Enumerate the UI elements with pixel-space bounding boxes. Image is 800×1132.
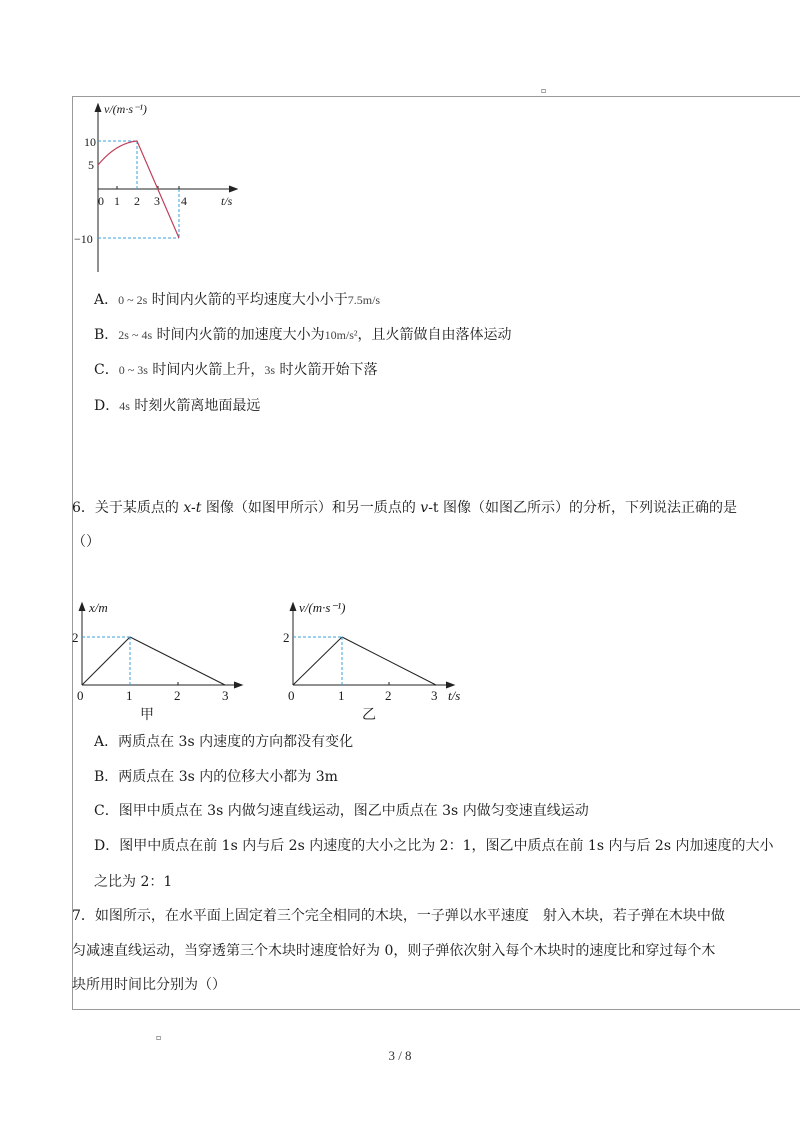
q5-y-tick-neg10: −10	[74, 232, 93, 246]
fig-left-line-rise	[82, 637, 130, 685]
q5-x-tick-4: 4	[181, 194, 187, 208]
q5-x-tick-1: 1	[114, 194, 120, 208]
q6-option-d: D．图甲中质点在前 1s 内与后 2s 内速度的大小之比为 2：1，图乙中质点在前 1s 内与后 2s 内加速度的大小	[94, 838, 774, 854]
fig-left-line-fall	[130, 637, 225, 685]
q5-option-d: D．4s 时刻火箭离地面最远	[94, 398, 261, 414]
q5-x-tick-0: 0	[98, 194, 104, 208]
q5-x-tick-3: 3	[154, 194, 160, 208]
corner-mark-bottom: ▫	[156, 1033, 162, 1042]
q5-option-b: B．2s ~ 4s 时间内火箭的加速度大小为10m/s²，且火箭做自由落体运动	[94, 327, 512, 343]
fig-right-x-tick-2: 2	[385, 688, 392, 703]
fig-left-x-tick-1: 1	[126, 688, 133, 703]
fig-right-x-tick-0: 0	[288, 688, 295, 703]
fig-left-x-tick-3: 3	[222, 688, 229, 703]
fig-right-y-label: v/(m·s⁻¹)	[299, 600, 346, 615]
fig-right-caption: 乙	[362, 708, 376, 723]
fig-right-line-fall	[342, 637, 436, 685]
fig-right-y-tick: 2	[283, 630, 290, 645]
q5-y-tick-5: 5	[88, 158, 94, 172]
q6-option-a: A．两质点在 3s 内速度的方向都没有变化	[94, 734, 354, 750]
q6-stem: 6．关于某质点的 x-t 图像（如图甲所示）和另一质点的 v-t 图像（如图乙所示）的分析，下列说法正确的是	[72, 500, 738, 516]
fig-left-x-tick-2: 2	[174, 688, 181, 703]
q7-line-3: 块所用时间比分别为（）	[72, 977, 226, 993]
fig-right-line-rise	[293, 637, 342, 685]
q5-y-axis-label: v/(m·s⁻¹)	[104, 102, 147, 116]
fig-left-x-tick-0: 0	[77, 688, 84, 703]
fig-left-caption: 甲	[140, 708, 154, 723]
q6-option-c: C．图甲中质点在 3s 内做匀速直线运动，图乙中质点在 3s 内做匀变速直线运动	[94, 803, 589, 819]
q6-option-b: B．两质点在 3s 内的位移大小都为 3m	[94, 769, 338, 785]
q7-line-2: 匀减速直线运动，当穿透第三个木块时速度恰好为 0，则子弹依次射入每个木块时的速度比和穿过每个木	[72, 943, 716, 959]
corner-mark-top: ▫	[541, 86, 547, 95]
fig-right-x-tick-1: 1	[338, 688, 345, 703]
q5-x-axis-label: t/s	[221, 194, 233, 208]
page-number: 3 / 8	[388, 1048, 412, 1063]
fig-left-y-tick: 2	[72, 630, 79, 645]
q5-y-tick-10: 10	[84, 135, 96, 149]
q7-line-1: 7．如图所示，在水平面上固定着三个完全相同的木块，一子弹以水平速度 射入木块，若子弹在木块中做	[72, 908, 725, 924]
fig-right-x-label: t/s	[448, 688, 461, 703]
q5-x-tick-2: 2	[134, 194, 140, 208]
fig-right-x-tick-3: 3	[431, 688, 438, 703]
q5-option-a: A．0 ~ 2s 时间内火箭的平均速度大小小于7.5m/s	[94, 292, 381, 308]
q5-option-c: C．0 ~ 3s 时间内火箭上升，3s 时火箭开始下落	[94, 362, 378, 378]
q6-stem-paren: （）	[72, 534, 100, 550]
q6-option-d-cont: 之比为 2：1	[94, 874, 173, 890]
fig-left-y-label: x/m	[89, 600, 108, 615]
